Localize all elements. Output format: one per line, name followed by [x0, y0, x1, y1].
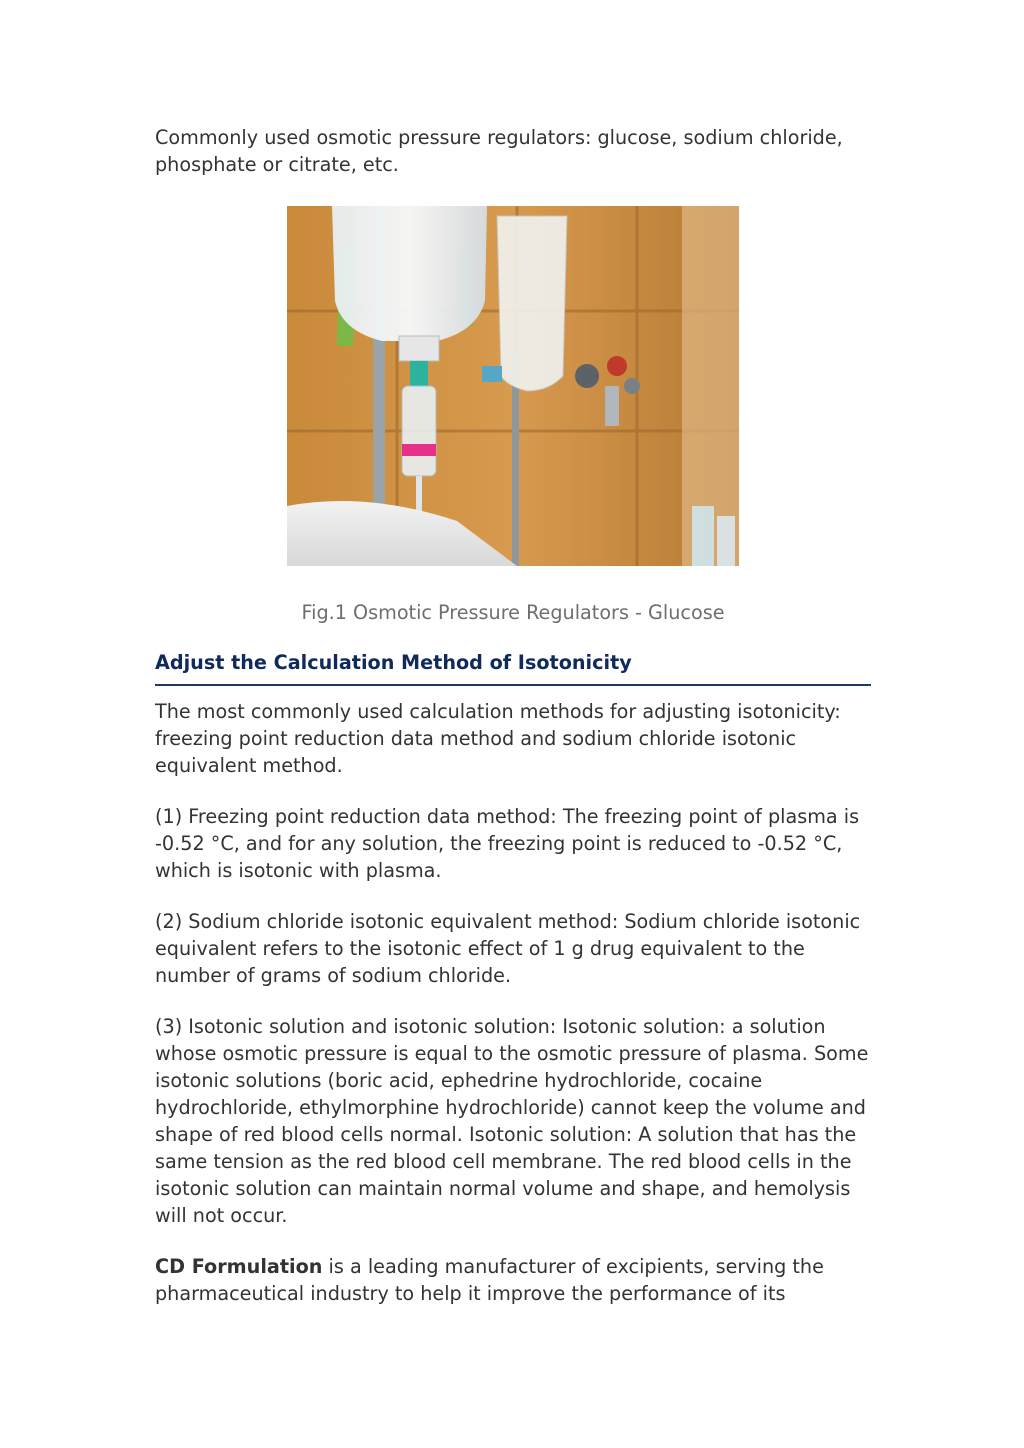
document-page: [155, 124, 871, 1307]
section-heading: Adjust the Calculation Method of Isotonicity: [155, 649, 871, 686]
company-name: CD Formulation: [155, 1255, 323, 1278]
closing-paragraph: [155, 1253, 871, 1307]
section-paragraph: (1) Freezing point reduction data method: The freezing point of plasma is -0.52 °C, and for any solution, the freezing point is reduced to -0.52 °C, which is isotonic with plasma.: [155, 805, 860, 882]
figure-caption: Fig.1 Osmotic Pressure Regulators - Glucose: [301, 601, 725, 624]
section-paragraph: (3) Isotonic solution and isotonic solution: Isotonic solution: a solution whose osmotic pressure is equal to the osmotic pressure of plasma. Some isotonic solutions (boric acid, ephedrine hydrochloride, cocaine hydrochloride, ethylmorphine hydrochloride) cannot keep the volume and shape of red blood cells normal. Isotonic solution: A solution that has the same tension as the red blood cell membrane. The red blood cells in the isotonic solution can maintain normal volume and shape, and hemolysis will not occur.: [155, 1015, 869, 1227]
intro-paragraph: Commonly used osmotic pressure regulators: glucose, sodium chloride, phosphate or citrate, etc.: [155, 126, 843, 176]
closing-text: is a leading manufacturer of excipients, serving the pharmaceutical industry to help it improve the performance of its: [155, 1255, 824, 1305]
iv-drip-bag-photo: [287, 206, 739, 566]
section-paragraph: (2) Sodium chloride isotonic equivalent method: Sodium chloride isotonic equivalent refers to the isotonic effect of 1 g drug equivalent to the number of grams of sodium chloride.: [155, 910, 861, 987]
section-paragraph: The most commonly used calculation methods for adjusting isotonicity: freezing point reduction data method and sodium chloride isotonic equivalent method.: [155, 700, 841, 777]
